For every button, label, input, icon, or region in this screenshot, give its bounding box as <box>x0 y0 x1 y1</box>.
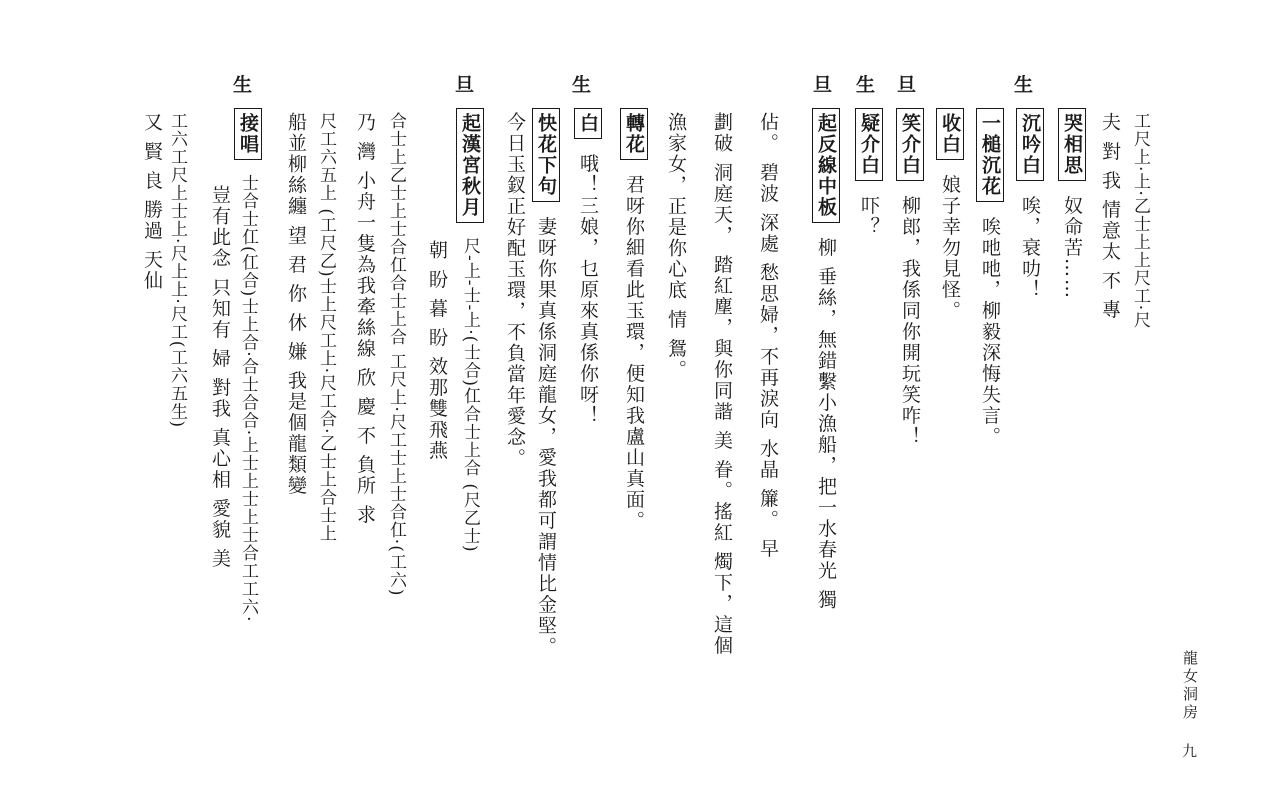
text-column <box>855 108 883 237</box>
lyric-line: 夫 對 我 情意太 不 專 <box>1099 112 1121 321</box>
tune-label: 收白 <box>936 108 964 160</box>
lyric-line: 朝 盼 暮 盼 效那雙飛燕 <box>426 240 448 462</box>
column-text: 哦！三娘，乜原來真係你呀！ <box>577 153 599 427</box>
page-title: 龍女洞房 <box>1181 650 1199 722</box>
text-column: 今日玉釵正好配玉環，不負當年愛念。 <box>504 112 526 469</box>
column-text: 吓？ <box>858 195 880 238</box>
column-text: 奴命苦…… <box>1061 195 1083 301</box>
text-column <box>936 108 964 321</box>
column-text: 妻呀你果真係洞庭龍女，愛我都可謂情比金堅。 <box>535 216 557 658</box>
text-column: 劃破 洞庭天， 踏紅塵，與你同諧 美 眷。搖紅 燭下，這個 <box>711 112 733 657</box>
tune-label: 疑介白 <box>855 108 883 181</box>
role-marker-dan: 旦 <box>897 74 917 96</box>
text-column <box>1016 108 1044 300</box>
role-marker-dan: 旦 <box>455 74 475 96</box>
notation-line: 工六工尺上士上·尺上上·尺工(工六五生) <box>167 112 187 429</box>
tune-label: 白 <box>574 108 602 139</box>
notation-line: 工尺上·上·乙士上上尺工·尺 <box>1130 112 1150 330</box>
text-column: 佔。 碧波 深處 愁思婦，不再淚向 水晶 簾。 早 <box>757 112 779 560</box>
page-number: 九 <box>1182 742 1198 760</box>
role-marker-dan: 旦 <box>813 74 833 96</box>
text-column <box>532 108 560 657</box>
lyric-line: 船並柳絲纏 望 君 你 休 嫌 我是個龍類變 <box>285 112 307 497</box>
tune-label: 起反線中板 <box>812 108 840 223</box>
column-text: 柳 垂絲，無錯繫小漁船，把一水春光 獨 <box>815 237 837 611</box>
tune-label: 起漢宮秋月 <box>456 108 484 223</box>
notation-line: 尺工六五上 (工尺乙)士上尺工上·尺工合·乙士上合士上 <box>316 112 336 543</box>
text-column <box>456 108 484 553</box>
column-text: 君呀你細看此玉環，便知我盧山真面。 <box>623 174 645 532</box>
role-marker-sheng: 生 <box>856 74 876 96</box>
column-text: 柳郎，我係同你開玩笑咋！ <box>899 195 921 448</box>
notation-line: 合士上乙士上士合仜合士上合 工尺上·尺工士上士合仜·(工六) <box>386 112 406 597</box>
notation-line: 士合士仜(仜合)士上合·合士合合·上士上士上士合工工六· <box>238 174 258 623</box>
lyric-line: 豈有此念 只知有 婦 對我 真心相 愛貌 美 <box>209 185 231 570</box>
notation-line: 尺-上-士-上·(士合)仜合士上合 (尺乙士) <box>460 237 480 553</box>
lyric-line: 又 賢 良 勝過 天仙 <box>141 112 163 292</box>
text-column <box>1058 108 1086 300</box>
tune-label: 一槌沉花 <box>976 108 1004 202</box>
column-text: 唉吔吔，柳毅深悔失言。 <box>979 216 1001 448</box>
role-marker-sheng: 生 <box>233 74 253 96</box>
tune-label: 笑介白 <box>896 108 924 181</box>
text-column <box>976 108 1004 447</box>
tune-label: 接唱 <box>234 108 262 160</box>
role-marker-sheng: 生 <box>572 74 592 96</box>
tune-label: 哭相思 <box>1058 108 1086 181</box>
lyric-line: 乃 灣 小舟一隻為我牽絲線 欣 慶 不 負所 求 <box>354 112 376 526</box>
text-column <box>620 108 648 531</box>
tune-label: 沉吟白 <box>1016 108 1044 181</box>
text-column: 漁家女，正是你心底 情 鴛。 <box>665 112 687 381</box>
tune-label: 快花下句 <box>532 108 560 202</box>
text-column <box>896 108 924 447</box>
column-text: 娘子幸勿見怪。 <box>939 174 961 322</box>
tune-label: 轉花 <box>620 108 648 160</box>
text-column <box>812 108 840 610</box>
text-column <box>574 108 602 426</box>
role-marker-sheng: 生 <box>1014 74 1034 96</box>
text-column <box>234 108 262 623</box>
column-text: 唉，衰叻！ <box>1019 195 1041 301</box>
